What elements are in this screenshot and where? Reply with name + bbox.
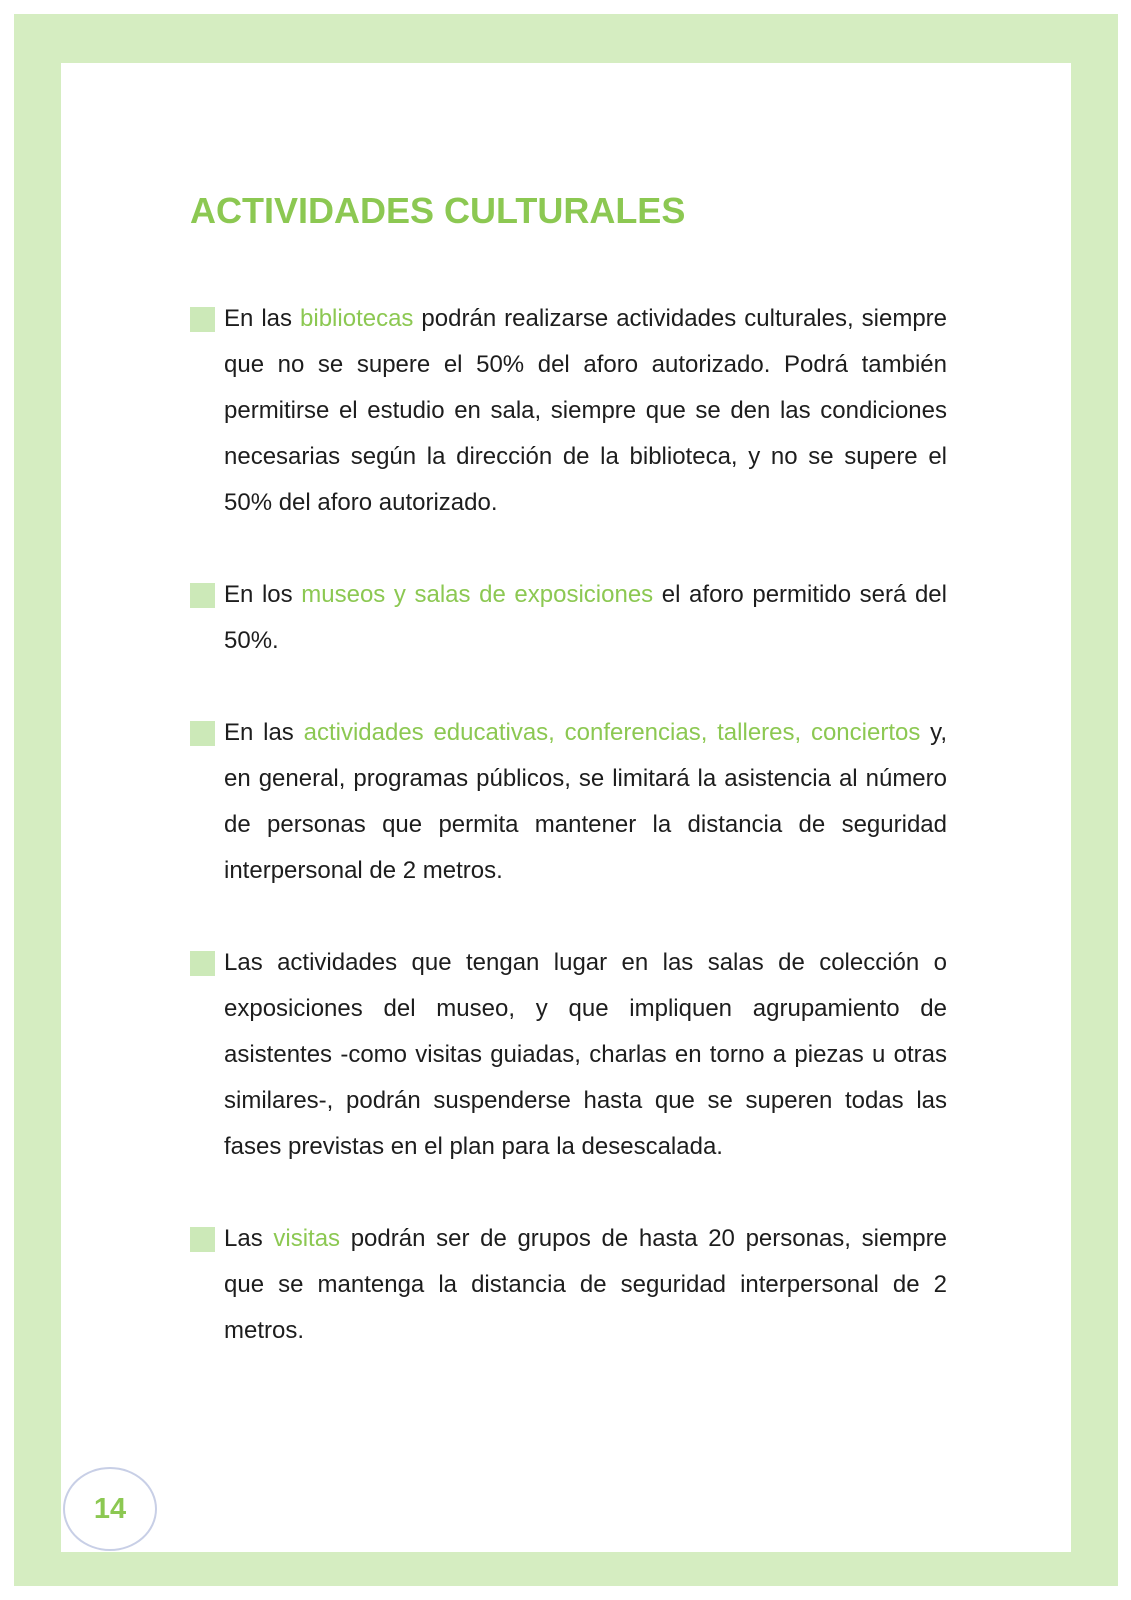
item-text: En las [224, 305, 301, 332]
square-bullet-icon [190, 583, 215, 608]
item-text-rest: podrán realizarse actividades culturales, siempre que no se supere el 50% del aforo autorizado. Podrá también permitirse el estudio en sala, siempre que se den las condiciones necesarias según la dirección de la biblioteca, y no se supere el 50% del aforo autorizado. [224, 305, 947, 516]
square-bullet-icon [190, 721, 215, 746]
item-text-rest: y, en general, programas públicos, se limitará la asistencia al número de personas que permita mantener la distancia de seguridad interpersonal de 2 metros. [224, 719, 948, 884]
square-bullet-icon [190, 307, 215, 332]
item-highlight: actividades educativas, conferencias, talleres, conciertos [303, 719, 921, 746]
square-bullet-icon [190, 1227, 215, 1252]
list-item [190, 572, 947, 664]
list-item [190, 710, 947, 894]
bullet-list [190, 296, 947, 1400]
section-title: ACTIVIDADES CULTURALES [190, 190, 686, 231]
square-bullet-icon [190, 951, 215, 976]
list-item [190, 296, 947, 526]
list-item [190, 940, 947, 1170]
item-text-rest: el aforo permitido será del 50%. [224, 581, 947, 654]
item-text: En las [224, 719, 304, 746]
item-highlight: museos y salas de exposiciones [301, 581, 654, 608]
page-number: 14 [63, 1467, 157, 1551]
item-highlight: bibliotecas [300, 305, 414, 332]
item-text: Las actividades que tengan lugar en las salas de colección o exposiciones del museo, y que impliquen agrupamiento de asistentes -como visitas guiadas, charlas en torno a piezas u otras similares-, podrán suspenderse hasta que se superen todas las fases previstas en el plan para la desescalada. [224, 949, 947, 1160]
list-item [190, 1216, 947, 1354]
item-text: En los [224, 581, 302, 608]
item-text: Las [224, 1225, 274, 1252]
item-text-rest: podrán ser de grupos de hasta 20 personas, siempre que se mantenga la distancia de seguridad interpersonal de 2 metros. [224, 1225, 947, 1344]
item-highlight: visitas [273, 1225, 341, 1252]
